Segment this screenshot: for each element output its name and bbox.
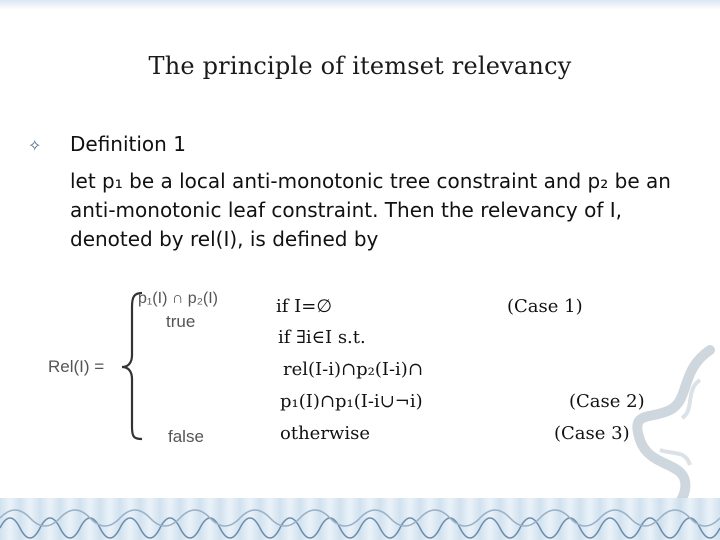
- wave-pattern-icon: [0, 498, 720, 540]
- formula-lhs: Rel(I) =: [48, 357, 105, 376]
- top-decorative-band: [0, 0, 720, 10]
- condition-line-4: p₁(I)∩p₁(I-i∪¬i): [280, 391, 423, 412]
- condition-line-1: if I=∅: [276, 296, 333, 317]
- definition-text: let p₁ be a local anti-monotonic tree constraint and p₂ be an anti-monotonic leaf constraint. Then the relevancy of I, denoted by rel(I), is defined by: [70, 169, 671, 251]
- case-3-label: (Case 3): [554, 423, 630, 444]
- formula-case2-value: true: [166, 312, 196, 331]
- condition-line-5: otherwise: [280, 423, 370, 444]
- condition-line-3: rel(I-i)∩p₂(I-i)∩: [283, 359, 423, 380]
- formula-image: [40, 285, 270, 445]
- left-brace-icon: [122, 293, 142, 439]
- case-2-label: (Case 2): [569, 391, 645, 412]
- formula-case1-value: p₁(I) ∩ p₂(I): [138, 290, 218, 307]
- formula-case3-value: false: [168, 427, 204, 445]
- definition-heading: Definition 1: [70, 132, 186, 156]
- diamond-outline-icon: ✧: [28, 136, 42, 155]
- case-1-label: (Case 1): [507, 296, 583, 317]
- slide-title: The principle of itemset relevancy: [148, 52, 572, 80]
- condition-line-2: if ∃i∈I s.t.: [278, 327, 366, 348]
